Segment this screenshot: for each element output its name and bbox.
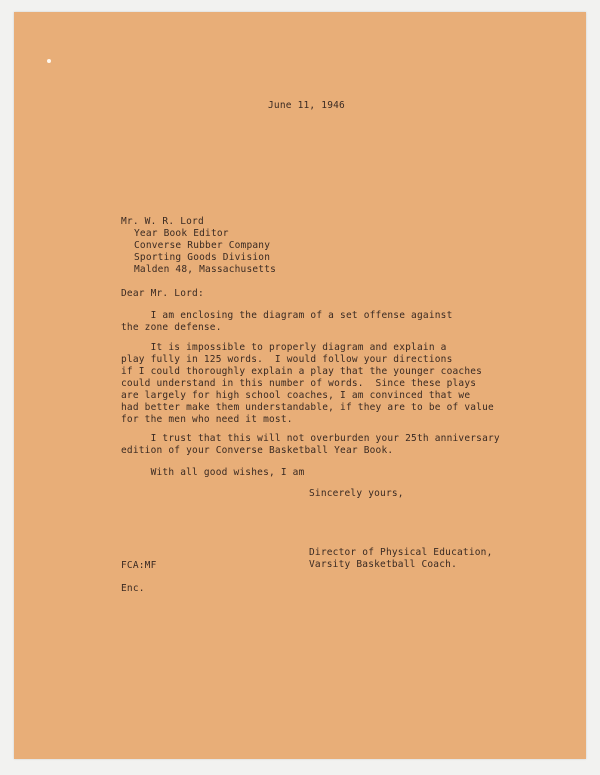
paragraph-line: could understand in this number of words. Since these plays bbox=[121, 378, 477, 389]
recipient-name: Mr. W. R. Lord bbox=[121, 216, 204, 227]
letter-date: June 11, 1946 bbox=[268, 100, 345, 111]
paragraph-line: if I could thoroughly explain a play that the younger coaches bbox=[121, 366, 483, 377]
paragraph-line: I trust that this will not overburden your 25th anniversary bbox=[121, 433, 500, 444]
paper-speck bbox=[47, 59, 51, 63]
body-paragraph-4: With all good wishes, I am bbox=[121, 467, 305, 478]
salutation: Dear Mr. Lord: bbox=[121, 288, 204, 299]
enclosure-notation: Enc. bbox=[121, 583, 145, 594]
paragraph-line: are largely for high school coaches, I am convinced that we bbox=[121, 390, 471, 401]
paragraph-line: the zone defense. bbox=[121, 322, 222, 333]
paragraph-line: edition of your Converse Basketball Year Book. bbox=[121, 445, 394, 456]
recipient-division: Sporting Goods Division bbox=[134, 252, 271, 263]
complimentary-close: Sincerely yours, bbox=[309, 488, 404, 499]
paragraph-line: I am enclosing the diagram of a set offense against bbox=[121, 310, 453, 321]
recipient-address: Malden 48, Massachusetts bbox=[134, 264, 277, 275]
paragraph-line: play fully in 125 words. I would follow your directions bbox=[121, 354, 453, 365]
reference-initials: FCA:MF bbox=[121, 560, 157, 571]
paragraph-line: had better make them understandable, if they are to be of value bbox=[121, 402, 494, 413]
signature-title-line: Director of Physical Education, bbox=[309, 547, 493, 558]
paragraph-line: It is impossible to properly diagram and explain a bbox=[121, 342, 447, 353]
paragraph-line: for the men who need it most. bbox=[121, 414, 293, 425]
signature-title-line: Varsity Basketball Coach. bbox=[309, 559, 457, 570]
letter-page bbox=[14, 12, 586, 759]
recipient-title: Year Book Editor bbox=[134, 228, 229, 239]
recipient-company: Converse Rubber Company bbox=[134, 240, 271, 251]
